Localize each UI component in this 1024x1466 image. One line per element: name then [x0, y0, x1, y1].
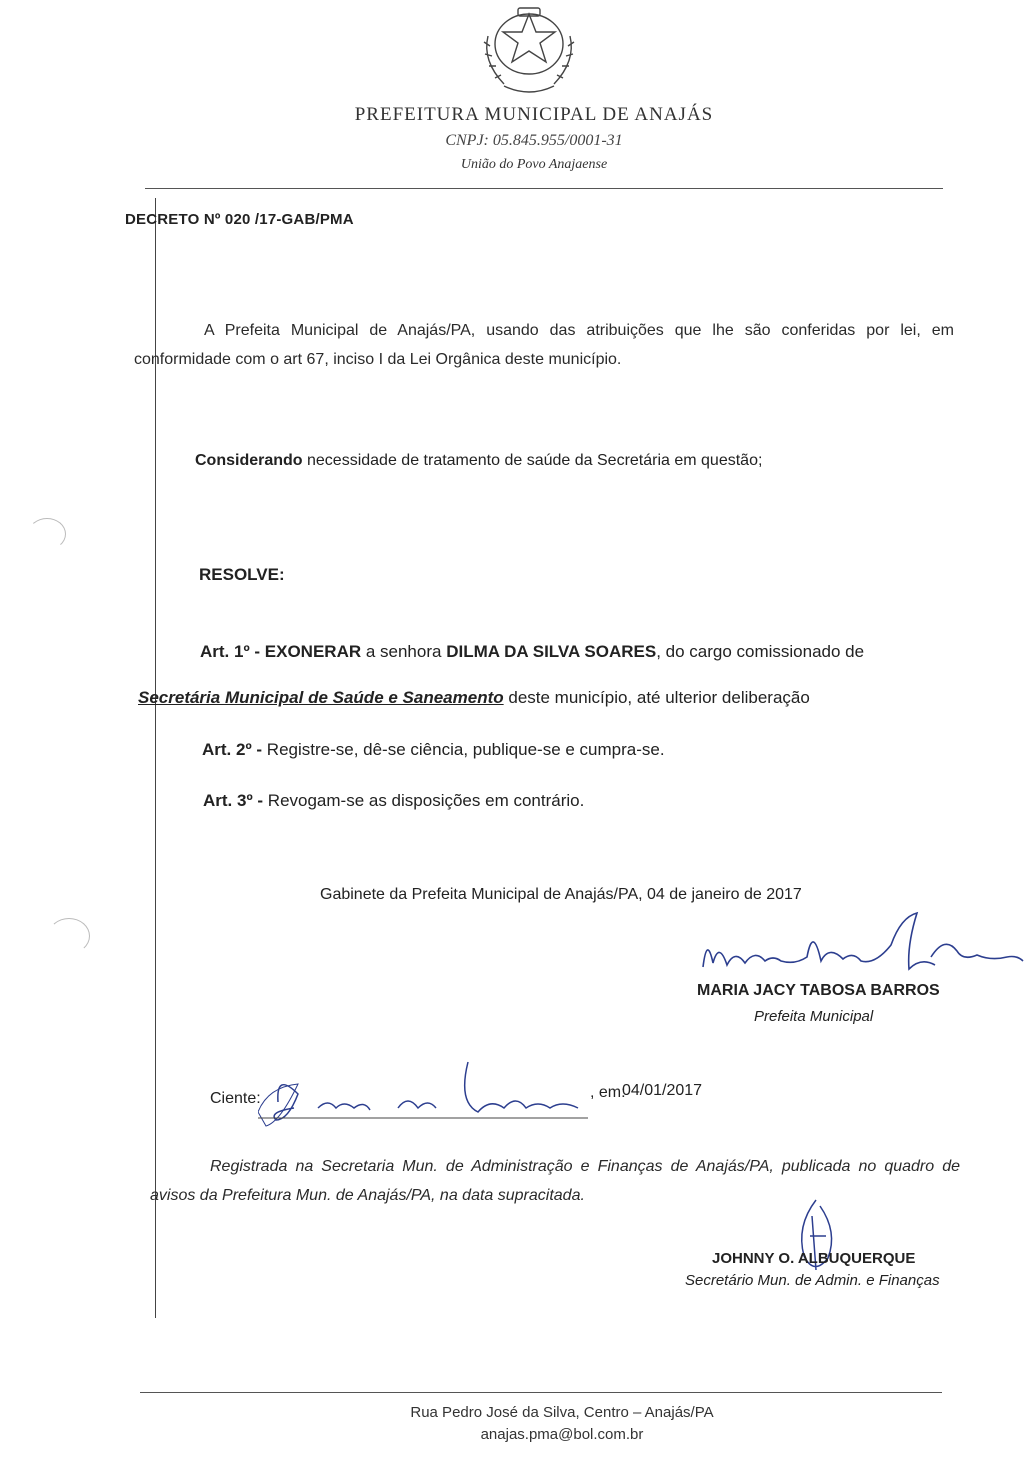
- mayor-signature: [695, 905, 1024, 985]
- article-1-name: DILMA DA SILVA SOARES: [446, 642, 657, 661]
- article-1-continuation: [138, 688, 810, 708]
- decree-number: DECRETO Nº 020 /17-GAB/PMA: [125, 211, 354, 228]
- considerando-line: [195, 452, 762, 470]
- intro-paragraph: A Prefeita Municipal de Anajás/PA, usando das atribuições que lhe são conferidas por lei, em conformidade com o art 67, inciso I da Lei Orgânica deste município.: [134, 322, 954, 368]
- coat-of-arms-icon: [474, 6, 584, 98]
- article-1-text-c: deste município, até ulterior deliberação: [503, 688, 810, 707]
- punch-hole-mark: [48, 918, 90, 954]
- registration-text: Registrada na Secretaria Mun. de Administração e Finanças de Anajás/PA, publicada no quadro de avisos da Prefeitura Mun. de Anajás/PA, na data supracitada.: [150, 1158, 960, 1204]
- article-1-role: Secretária Municipal de Saúde e Saneamento: [138, 688, 504, 707]
- secretary-name: JOHNNY O. ALBUQUERQUE: [712, 1250, 916, 1267]
- ciente-em-label: , em:: [590, 1084, 626, 1101]
- footer-email: anajas.pma@bol.com.br: [480, 1426, 644, 1443]
- ciente-signature: [258, 1042, 598, 1132]
- cnpj: CNPJ: 05.845.955/0001-31: [445, 132, 623, 149]
- gabinete-date-line: Gabinete da Prefeita Municipal de Anajás/PA, 04 de janeiro de 2017: [320, 886, 802, 903]
- header-divider: [145, 188, 943, 189]
- ciente-date: 04/01/2017: [622, 1082, 703, 1099]
- article-2-label: Art. 2º -: [202, 740, 263, 759]
- article-1-text-a: a senhora: [361, 642, 447, 661]
- mayor-name: MARIA JACY TABOSA BARROS: [697, 982, 940, 999]
- resolve-heading: RESOLVE:: [199, 565, 285, 584]
- footer-divider: [140, 1392, 942, 1393]
- article-1-text-b: , do cargo comissionado de: [656, 642, 865, 661]
- article-1-label: Art. 1º - EXONERAR: [200, 642, 362, 661]
- considerando-text: necessidade de tratamento de saúde da Secretária em questão;: [302, 452, 763, 469]
- article-2: [202, 740, 665, 760]
- punch-hole-mark: [28, 518, 66, 550]
- article-3-text: Revogam-se as disposições em contrário.: [263, 791, 585, 810]
- secretary-role: Secretário Mun. de Admin. e Finanças: [685, 1272, 940, 1289]
- article-3-label: Art. 3º -: [203, 791, 264, 810]
- considerando-label: Considerando: [195, 452, 303, 469]
- ciente-label: Ciente:: [210, 1090, 261, 1107]
- article-1: [200, 642, 864, 662]
- municipality-title: PREFEITURA MUNICIPAL DE ANAJÁS: [354, 104, 714, 125]
- article-2-text: Registre-se, dê-se ciência, publique-se e cumpra-se.: [262, 740, 665, 759]
- mayor-role: Prefeita Municipal: [754, 1008, 874, 1025]
- article-3: [203, 791, 584, 811]
- motto: União do Povo Anajaense: [460, 157, 608, 172]
- footer-address: Rua Pedro José da Silva, Centro – Anajás/PA: [410, 1404, 714, 1421]
